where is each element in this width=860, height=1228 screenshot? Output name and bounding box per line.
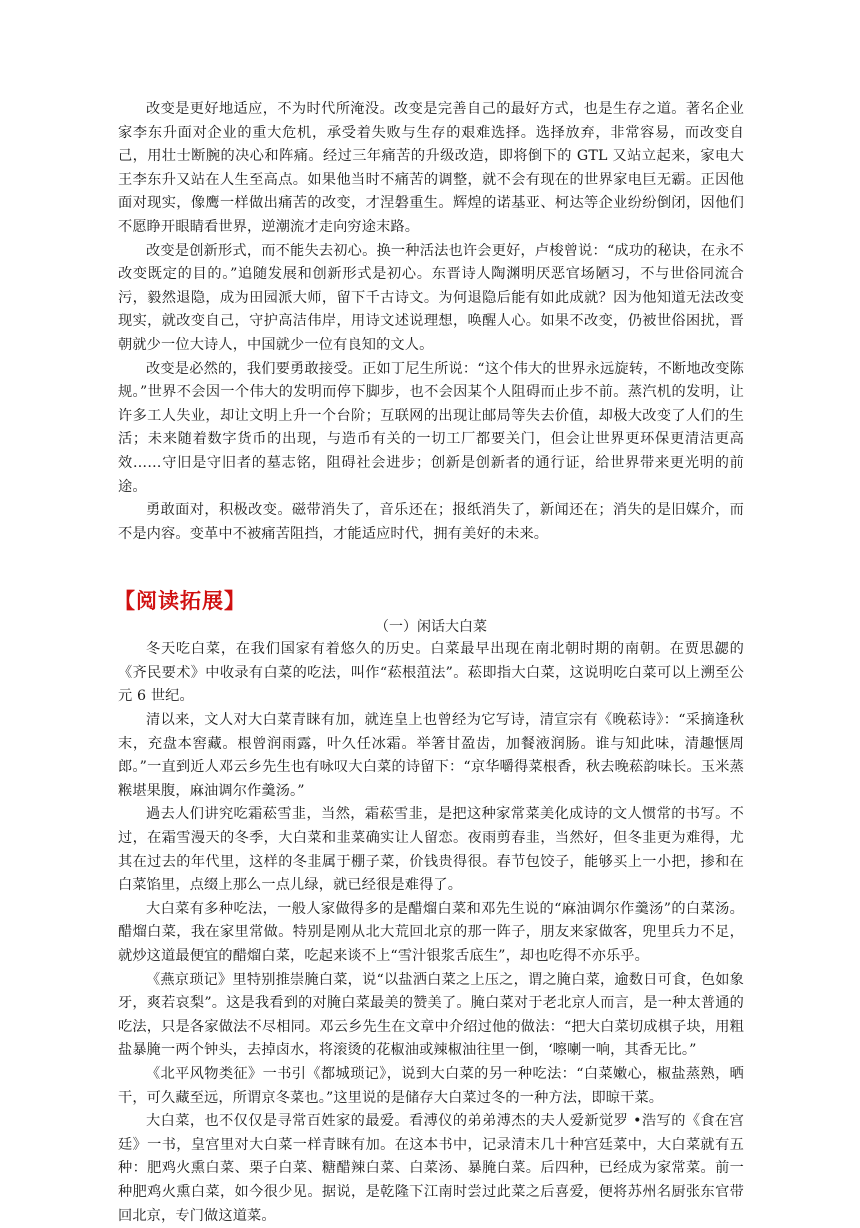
article-subtitle: （一）闲话大白菜	[375, 619, 487, 636]
essay-paragraph: 改变是创新形式，而不能失去初心。换一种活法也许会更好，卢梭曾说：“成功的秘诀，在永不改变既定的目的。”追随发展和创新形式是初心。东晋诗人陶渊明厌恶官场陋习，不与世俗同流合污，毅然退隐，成为田园派大师，留下千古诗文。为何退隐后能有如此成就？因为他知道无法改变现实，就改变自己，守护高洁伟岸，用诗文述说理想，唤醒人心。如果不改变，仍被世俗困扰，晋朝就少一位大诗人，中国就少一位有良知的文人。	[118, 242, 744, 353]
article-paragraph: 大白菜，也不仅仅是寻常百姓家的最爱。看溥仪的弟弟溥杰的夫人爱新觉罗 •浩写的《食在宫廷》一书，皇宫里对大白菜一样青睐有加。在这本书中，记录清末几十种宫廷菜中，大白菜就有五种：肥鸡火熏白菜、栗子白菜、糖醋辣白菜、白菜汤、暴腌白菜。后四种，已经成为家常菜。前一种肥鸡火熏白菜，如今很少见。据说，是乾隆下江南时尝过此菜之后喜爱，便将苏州名厨张东官带回北京，专门做这道菜。	[118, 1113, 744, 1224]
article-section	[118, 638, 744, 1228]
article-paragraph: 《燕京琐记》里特别推崇腌白菜，说“以盐洒白菜之上压之，谓之腌白菜，逾数日可食，色如象牙，爽若哀梨”。这是我看到的对腌白菜最美的赞美了。腌白菜对于老北京人而言，是一种太普通的吃法，只是各家做法不尽相同。邓云乡先生在文章中介绍过他的做法：“把大白菜切成棋子块，用粗盐暴腌一两个钟头，去掉卤水，将滚烫的花椒油或辣椒油往里一倒，‘嚓喇一响，其香无比。”	[118, 971, 744, 1059]
section-heading: 【阅读拓展】	[114, 589, 246, 614]
section-gap	[118, 546, 744, 586]
article-paragraph: 大白菜有多种吃法，一般人家做得多的是醋熘白菜和邓先生说的“麻油调尔作羹汤”的白菜汤。醋熘白菜，我在家里常做。特别是刚从北大荒回北京的那一阵子，朋友来家做客，兜里兵力不足，就炒这道最便宜的醋熘白菜，吃起来谈不上“雪汁银浆舌底生”，却也吃得不亦乐乎。	[118, 900, 744, 964]
document-page	[114, 98, 744, 1228]
article-paragraph: 清以来，文人对大白菜青睐有加，就连皇上也曾经为它写诗，清宣宗有《晚菘诗》：“采摘逢秋末，充盘本窖藏。根曾润雨露，叶久任冰霜。举箸甘盈齿，加餐液润肠。谁与知此味，清趣惬周郎。”一直到近人邓云乡先生也有咏叹大白菜的诗留下：“京华嚼得菜根香，秋去晚菘韵味长。玉米蒸糇堪果腹，麻油调尔作羹汤。”	[118, 712, 744, 799]
article-paragraph: 冬天吃白菜，在我们国家有着悠久的历史。白菜最早出现在南北朝时期的南朝。在贾思勰的《齐民要术》中收录有白菜的吃法，叫作“菘根菹法”。菘即指大白菜，这说明吃白菜可以上溯至公元 6 世纪。	[118, 641, 744, 705]
essay-paragraph: 改变是必然的，我们要勇敢接受。正如丁尼生所说：“这个伟大的世界永远旋转，不断地改变陈规。”世界不会因一个伟大的发明而停下脚步，也不会因某个人阻碍而止步不前。蒸汽机的发明，让许多工人失业，却让文明上升一个台阶；互联网的出现让邮局等失去价值，却极大改变了人们的生活；未来随着数字货币的出现，与造币有关的一切工厂都要关门，但会让世界更环保更清洁更高效……守旧是守旧者的墓志铭，阻碍社会进步；创新是创新者的通行证，给世界带来更光明的前途。	[118, 360, 744, 495]
essay-section	[118, 98, 744, 546]
article-paragraph: 過去人们讲究吃霜菘雪韭，当然，霜菘雪韭，是把这种家常菜美化成诗的文人惯常的书写。不过，在霜雪漫天的冬季，大白菜和韭菜确实让人留恋。夜雨剪春韭，当然好，但冬韭更为难得，尤其在过去的年代里，这样的冬韭属于棚子菜，价钱贵得很。春节包饺子，能够买上一小把，掺和在白菜馅里，点缀上那么一点儿绿，就已经很是难得了。	[118, 806, 744, 894]
essay-paragraph: 改变是更好地适应，不为时代所淹没。改变是完善自己的最好方式，也是生存之道。著名企业家李东升面对企业的重大危机，承受着失败与生存的艰难选择。选择放弃，非常容易，而改变自己，用壮士断腕的决心和阵痛。经过三年痛苦的升级改造，即将倒下的 GTL 又站立起来，家电大王李东升又站在人生至高点。如果他当时不痛苦的调整，就不会有现在的世界家电巨无霸。正因他面对现实，像鹰一样做出痛苦的改变，才涅磐重生。辉煌的诺基亚、柯达等企业纷纷倒闭，因他们不愿睁开眼睛看世界，逆潮流才走向穷途末路。	[118, 101, 744, 235]
article-paragraph: 《北平风物类征》一书引《都城琐记》，说到大白菜的另一种吃法：“白菜嫩心，椒盐蒸熟，晒干，可久藏至远，所谓京冬菜也。”这里说的是储存大白菜过冬的一种方法，即晾干菜。	[118, 1065, 744, 1106]
essay-paragraph: 勇敢面对，积极改变。磁带消失了，音乐还在；报纸消失了，新闻还在；消失的是旧媒介，而不是内容。变革中不被痛苦阻挡，才能适应时代，拥有美好的未来。	[118, 502, 744, 542]
